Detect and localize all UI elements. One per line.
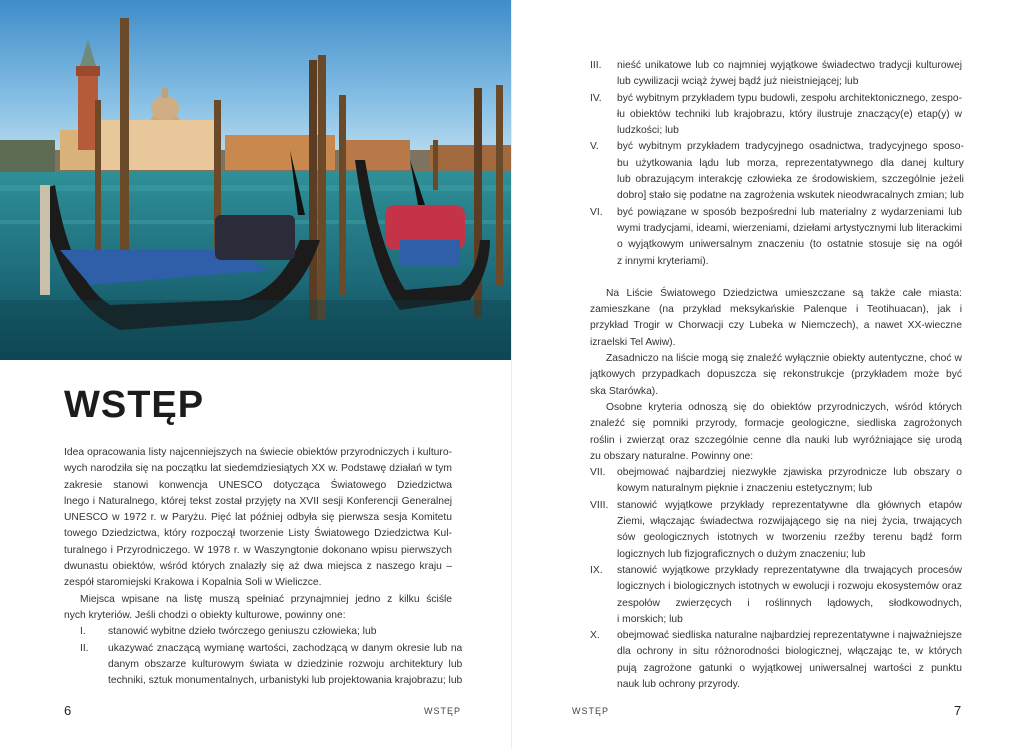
criterion-text: [617, 498, 962, 563]
text-line: dobro] stało się podatne na zagrożenia wskutek nieodwracalnych zmian; lub: [617, 190, 964, 202]
text-line: przykład Trogir w Chorwacji czy Lubeka w Niemczech), a nawet XX-wieczne: [590, 320, 962, 332]
criterion-number: VII.: [590, 467, 606, 479]
left-body-text: [64, 445, 463, 689]
text-line: izraelski Tel Awiw).: [590, 336, 676, 348]
text-line: nych kryteriów. Jeśli chodzi o obiekty kulturowe, powinny one:: [64, 609, 346, 621]
text-line: dwunastu obiektów, wśród których znalazły się aż dwa miejsca z naszego kraju –: [64, 561, 452, 573]
text-line: ludzkości; lub: [617, 125, 679, 137]
text-line: lub obrazującym interakcję człowieka ze środowiskiem, szczególnie jeżeli: [617, 174, 964, 186]
criterion-number: X.: [590, 630, 600, 642]
criterion-item: [64, 641, 463, 690]
text-line: Miejsca wpisane na listę muszą spełniać przynajmniej jedno z kilku ściśle: [80, 593, 452, 605]
text-line: zespół staromiejski Krakowa i Kopalnia Soli w Wieliczce.: [64, 577, 322, 589]
text-line: i morskich; lub: [617, 613, 683, 625]
running-footer-right: WSTĘP: [572, 706, 610, 716]
text-line: stanowić wybitne dzieło twórczego geniuszu człowieka; lub: [108, 626, 377, 638]
text-line: jątkowych przypadkach dopuszcza się rekonstrukcje (przykładem może być: [590, 369, 962, 381]
criterion-number: V.: [590, 141, 599, 153]
criterion-text: [108, 641, 462, 690]
text-line: logicznych i biologicznych istotnych w ewolucji i rozwoju ekosystemów oraz: [617, 581, 962, 593]
text-line: obejmować najbardziej niezwykłe zjawiska przyrodnicze lub obszary o: [617, 467, 962, 479]
criterion-number: III.: [590, 60, 602, 71]
criterion-text: [617, 465, 962, 498]
text-line: być wybitnym przykładem typu budowli, zespołu architektonicznego, zespo-: [617, 92, 962, 104]
criterion-text: [617, 563, 962, 628]
criterion-item: [590, 628, 962, 693]
text-line: Na Liście Światowego Dziedzictwa umieszczane są także całe miasta:: [606, 287, 962, 299]
text-line: bu użytkowania lądu lub morza, reprezentatywnego dla danej kultury: [617, 157, 964, 169]
chapter-heading: WSTĘP: [64, 384, 205, 426]
criterion-number: VI.: [590, 206, 603, 218]
criterion-item: [590, 58, 962, 91]
text-line: UNESCO w 1972 r. w Paryżu. Pięć lat później odbyła się pierwsza sesja Komitetu: [64, 512, 452, 524]
text-line: z innymi kryteriami).: [617, 255, 709, 267]
text-line: lnego i Naturalnego, której tekst został przyjęty na XVII sesji Konferencji Generalnej: [64, 495, 452, 507]
text-line: stanowić wyjątkowe przykłady reprezentatywne dla głównych etapów: [617, 499, 962, 511]
text-line: kowym naturalnym pięknie i znaczeniu estetycznym; lub: [617, 483, 873, 495]
text-line: lub cywilizacji wciąż żywej bądź już nieistniejącej; lub: [617, 76, 859, 88]
text-line: zakresie stanowi konwencja UNESCO dotycząca Światowego Dziedzictwa: [64, 479, 452, 491]
paragraph-gap: [590, 270, 962, 286]
text-line: pują zagrożone gatunki o wyjątkowej uniwersalnej wartości z punktu: [617, 662, 962, 674]
running-footer-left: WSTĘP: [424, 706, 462, 716]
criterion-text: [617, 91, 962, 140]
criterion-number: II.: [80, 642, 89, 654]
criterion-item: [590, 465, 962, 498]
text-line: ukazywać znaczącą wymianę wartości, zachodzącą w danym okresie lub na: [108, 642, 463, 654]
criterion-number: IV.: [590, 92, 602, 104]
page-number-left: 6: [64, 703, 72, 718]
criterion-item: [590, 205, 962, 270]
criterion-number: I.: [80, 626, 86, 638]
text-line: wych narodziła się na początku lat siedemdziesiątych XX w. Podstawę działań w tym: [64, 463, 452, 475]
text-line: zamieszkane (na przykład meksykańskie Palenque i Teotihuacan), jak i: [590, 304, 962, 316]
text-line: o wyjątkowym uniwersalnym znaczeniu (to ostatnie stosuje się na ogół: [617, 239, 962, 251]
criterion-text: [617, 205, 962, 270]
text-line: stanowić wyjątkowe przykłady reprezentatywne dla trwających procesów: [617, 564, 962, 576]
criterion-text: [617, 58, 962, 91]
venice-gondolas-photo: [0, 0, 512, 360]
text-line: łu obiektów techniki lub krajobrazu, który ilustruje znaczący(e) etap(y) w: [617, 108, 962, 120]
text-line: logicznych lub fizjograficznych o dużym znaczeniu; lub: [617, 548, 866, 560]
text-line: Osobne kryteria odnoszą się do obiektów przyrodniczych, wśród których: [606, 401, 962, 413]
criterion-text: [108, 624, 452, 640]
text-line: zespołów zwierzęcych i roślinnych lądowych, słodkowodnych,: [617, 597, 962, 609]
criterion-number: VIII.: [590, 499, 609, 511]
text-line: nieść unikatowe lub co najmniej wyjątkowe świadectwo tradycji kulturowej: [617, 60, 962, 71]
criterion-item: [590, 91, 962, 140]
text-line: dla ochrony in situ różnorodności biologicznej, włączając te, w których: [617, 646, 962, 658]
criterion-text: [617, 628, 962, 693]
text-line: danym obszarze kulturowym świata w dziedzinie rozwoju architektury lub: [108, 658, 463, 670]
criterion-item: [590, 563, 962, 628]
page-number-right: 7: [954, 703, 962, 718]
criterion-item: [590, 498, 962, 563]
text-line: Zasadniczo na liście mogą się znaleźć wyłącznie obiekty autentyczne, choć w: [606, 353, 962, 365]
text-line: wymi tradycjami, ideami, wierzeniami, dziełami artystycznymi lub literackimi: [617, 222, 962, 234]
text-line: ska Starówka).: [590, 385, 659, 397]
text-line: być wybitnym przykładem tradycyjnego osadnictwa, tradycyjnego sposo-: [617, 141, 964, 153]
text-line: Ziemi, włączając świadectwa rozwijającego się na niej życia, trwających: [617, 516, 962, 528]
text-line: towego Dziedzictwa, który rozpoczął tworzenie Listy Światowego Dziedzictwa Kul-: [64, 528, 452, 540]
criterion-number: IX.: [590, 564, 603, 576]
criterion-item: [64, 624, 452, 640]
text-line: obejmować siedliska naturalne najbardziej reprezentatywne i najważniejsze: [617, 630, 962, 642]
text-line: roślin i zwierząt oraz szczególnie cenne dla nauki lub wyróżniające się urodą: [590, 434, 962, 446]
text-line: turalnego i Przyrodniczego. W 1978 r. w Waszyngtonie dokonano wpisu pierwszych: [64, 544, 452, 556]
text-line: sów geologicznych istotnych w tworzeniu rzeźby terenu bądź form: [617, 532, 962, 544]
criterion-item: [590, 139, 962, 204]
text-line: znaleźć się pomniki przyrody, formacje geologiczne, siedliska zagrożonych: [590, 418, 962, 430]
right-body-text: [590, 58, 962, 693]
text-line: być powiązane w sposób bezpośredni lub materialny z wydarzeniami lub: [617, 206, 962, 218]
text-line: techniki, sztuk monumentalnych, urbanistyki lub projektowania krajobrazu; lub: [108, 675, 463, 687]
criterion-text: [617, 139, 964, 204]
text-line: Idea opracowania listy najcenniejszych na świecie obiektów przyrodniczych i kulturo-: [64, 447, 452, 458]
text-line: zu obszary naturalne. Powinny one:: [590, 450, 754, 462]
text-line: nauk lub ochrony przyrody.: [617, 678, 740, 690]
